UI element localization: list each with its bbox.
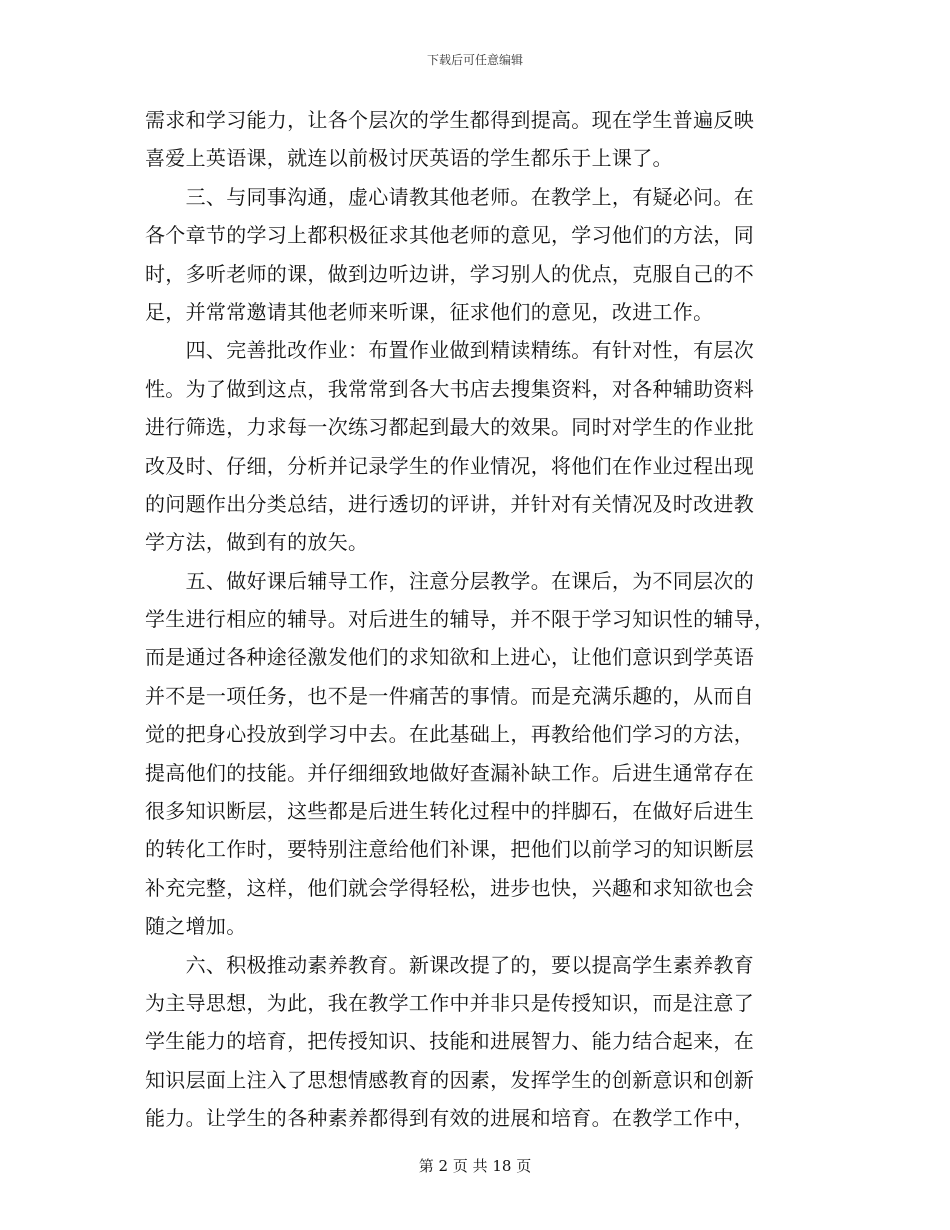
text-line: 的问题作出分类总结，进行透切的评讲，并针对有关情况及时改进教: [145, 491, 754, 516]
text-line: 性。为了做到这点，我常常到各大书店去搜集资料，对各种辅助资料: [145, 376, 754, 401]
text-line: 提高他们的技能。并仔细细致地做好查漏补缺工作。后进生通常存在: [145, 760, 754, 785]
text-line: 而是通过各种途径激发他们的求知欲和上进心，让他们意识到学英语: [145, 645, 754, 670]
text-line: 补充完整，这样，他们就会学得轻松，进步也快，兴趣和求知欲也会: [145, 875, 754, 900]
text-line: 六、积极推动素养教育。新课改提了的，要以提高学生素养教育: [145, 952, 754, 977]
text-line: 喜爱上英语课，就连以前极讨厌英语的学生都乐于上课了。: [145, 146, 673, 171]
text-line: 时，多听老师的课，做到边听边讲，学习别人的优点，克服自己的不: [145, 261, 754, 286]
text-line: 需求和学习能力，让各个层次的学生都得到提高。现在学生普遍反映: [145, 108, 754, 132]
text-line: 学生能力的培育，把传授知识、技能和进展智力、能力结合起来，在: [145, 1029, 754, 1054]
text-line: 三、与同事沟通，虚心请教其他老师。在教学上，有疑必问。在: [145, 184, 754, 209]
text-line: 学方法，做到有的放矢。: [145, 530, 369, 555]
page-number: 第 2 页 共 18 页: [418, 1157, 532, 1175]
text-line: 各个章节的学习上都积极征求其他老师的意见，学习他们的方法，同: [145, 223, 754, 248]
text-line: 的转化工作时，要特别注意给他们补课，把他们以前学习的知识断层: [145, 837, 754, 862]
text-line: 并不是一项任务，也不是一件痛苦的事情。而是充满乐趣的，从而自: [145, 683, 754, 708]
text-line: 觉的把身心投放到学习中去。在此基础上，再教给他们学习的方法，: [145, 722, 754, 747]
document-body: [145, 101, 805, 1138]
text-line: 五、做好课后辅导工作，注意分层教学。在课后，为不同层次的: [145, 568, 754, 593]
page-header: 下载后可任意编辑: [426, 53, 523, 67]
text-line: 学生进行相应的辅导。对后进生的辅导，并不限于学习知识性的辅导，: [145, 607, 775, 632]
text-line: 改及时、仔细，分析并记录学生的作业情况，将他们在作业过程出现: [145, 453, 754, 478]
text-line: 足，并常常邀请其他老师来听课，征求他们的意见，改进工作。: [145, 299, 714, 324]
text-line: 进行筛选，力求每一次练习都起到最大的效果。同时对学生的作业批: [145, 415, 754, 440]
text-line: 知识层面上注入了思想情感教育的因素，发挥学生的创新意识和创新: [145, 1067, 754, 1092]
text-line: 四、完善批改作业：布置作业做到精读精练。有针对性，有层次: [145, 338, 754, 363]
text-line: 随之增加。: [145, 914, 247, 939]
text-line: 能力。让学生的各种素养都得到有效的进展和培育。在教学工作中，: [145, 1106, 754, 1131]
text-line: 为主导思想，为此，我在教学工作中并非只是传授知识，而是注意了: [145, 990, 754, 1015]
text-line: 很多知识断层，这些都是后进生转化过程中的拌脚石，在做好后进生: [145, 799, 754, 824]
